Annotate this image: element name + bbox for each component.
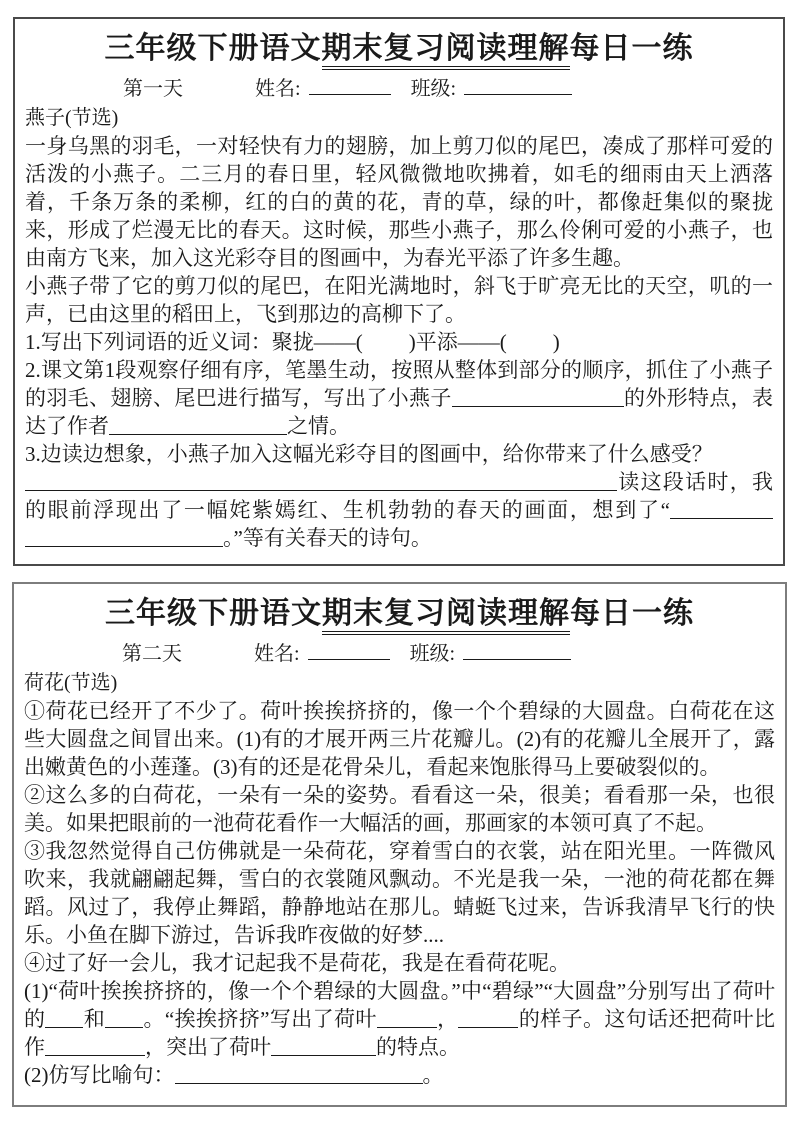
worksheet-day2 (12, 582, 787, 1107)
paren-gap (507, 348, 553, 349)
question-line: (2)仿写比喻句： 。 (24, 1063, 444, 1087)
answer-blank[interactable] (109, 419, 287, 435)
day-label: 第二天 (122, 643, 182, 665)
answer-blank[interactable] (45, 1012, 83, 1028)
answer-blank[interactable] (175, 1068, 423, 1084)
answer-blank[interactable] (377, 1012, 437, 1028)
passage-paragraph: ④过了好一会儿，我才记起我不是荷花，我是在看荷花呢。 (24, 951, 570, 975)
passage-paragraph: 一身乌黑的羽毛，一对轻快有力的翅膀，加上剪刀似的尾巴，凑成了那样可爱的活泼的小燕子。二三月的春日里，轻风微微地吹拂着，如毛的细雨由天上洒落着，千条万条的柔柳，红的白的黄的花，青的草，绿的叶，都像赶集似的聚拢来，形成了烂漫无比的春天。这时候，那些小燕子，那么伶俐可爱的小燕子，也由南方飞来，加入这光彩夺目的图画中，为春光平添了许多生趣。 (25, 134, 773, 270)
passage-title: 燕子(节选) (25, 107, 119, 129)
question-line: (1)“荷叶挨挨挤挤的，像一个个碧绿的大圆盘。”中“碧绿”“大圆盘”分别写出了荷叶的 和 。“挨挨挤挤”写出了荷叶 ， 的样子。这句话还把荷叶比作 ，突出了荷叶 的特点。 (24, 979, 776, 1059)
answer-blank[interactable] (25, 531, 223, 547)
answer-blank[interactable] (271, 1040, 376, 1056)
header-row (25, 75, 773, 103)
question-line: 3.边读边想象，小燕子加入这幅光彩夺目的图画中，给你带来了什么感受？ (25, 442, 713, 466)
class-blank[interactable] (464, 80, 572, 95)
passage-title: 荷花(节选) (24, 672, 118, 694)
day-label: 第一天 (123, 78, 183, 100)
class-blank[interactable] (463, 645, 571, 660)
header-row (24, 640, 775, 668)
title-underlined: 期末复习阅读理解 (322, 32, 570, 70)
name-blank[interactable] (309, 80, 391, 95)
title-prefix: 三年级下册语文 (105, 597, 322, 630)
title-underlined: 期末复习阅读理解 (322, 597, 570, 635)
worksheet-title (24, 594, 775, 634)
passage-paragraph: 小燕子带了它的剪刀似的尾巴，在阳光满地时，斜飞于旷亮无比的天空，叽的一声，已由这里的稻田上，飞到那边的高柳下了。 (25, 274, 773, 326)
name-blank[interactable] (308, 645, 390, 660)
worksheet-title (25, 29, 773, 69)
answer-blank[interactable] (105, 1012, 143, 1028)
title-suffix: 每日一练 (569, 32, 694, 65)
name-label: 姓名: (254, 643, 300, 665)
name-label: 姓名: (255, 78, 301, 100)
class-label: 班级: (410, 78, 457, 100)
answer-blank[interactable] (25, 475, 617, 491)
paren-gap (363, 348, 409, 349)
passage-paragraph: ②这么多的白荷花，一朵有一朵的姿势。看看这一朵，很美；看看那一朵，也很美。如果把眼前的一池荷花看作一大幅活的画，那画家的本领可真了不起。 (24, 783, 775, 835)
worksheet-day1 (13, 17, 785, 566)
passage-paragraph: ③我忽然觉得自己仿佛就是一朵荷花，穿着雪白的衣裳，站在阳光里。一阵微风吹来，我就翩翩起舞，雪白的衣裳随风飘动。不光是我一朵，一池的荷花都在舞蹈。风过了，我停止舞蹈，静静地站在那儿。蜻蜓飞过来，告诉我清早飞行的快乐。小鱼在脚下游过，告诉我昨夜做的好梦.... (24, 839, 775, 947)
passage-paragraph: ①荷花已经开了不少了。荷叶挨挨挤挤的，像一个个碧绿的大圆盘。白荷花在这些大圆盘之间冒出来。(1)有的才展开两三片花瓣儿。(2)有的花瓣儿全展开了，露出嫩黄色的小莲蓬。(3)有的还是花骨朵儿，看起来饱胀得马上要破裂似的。 (24, 699, 775, 779)
question-line: 2.课文第1段观察仔细有序，笔墨生动，按照从整体到部分的顺序，抓住了小燕子的羽毛、翅膀、尾巴进行描写，写出了小燕子 的外形特点，表达了作者 之情。 (25, 358, 774, 438)
answer-blank[interactable] (670, 503, 773, 519)
question-line: 1.写出下列词语的近义词：聚拢——( )平添——( ) (25, 330, 560, 354)
answer-blank[interactable] (45, 1040, 145, 1056)
class-label: 班级: (409, 643, 456, 665)
answer-lines: 读这段话时，我的眼前浮现出了一幅姹紫嫣红、生机勃勃的春天的画面，想到了“。”等有关春天的诗句。 (25, 470, 773, 550)
title-suffix: 每日一练 (570, 597, 694, 630)
title-prefix: 三年级下册语文 (104, 32, 322, 65)
answer-blank[interactable] (458, 1012, 518, 1028)
answer-blank[interactable] (452, 391, 624, 407)
